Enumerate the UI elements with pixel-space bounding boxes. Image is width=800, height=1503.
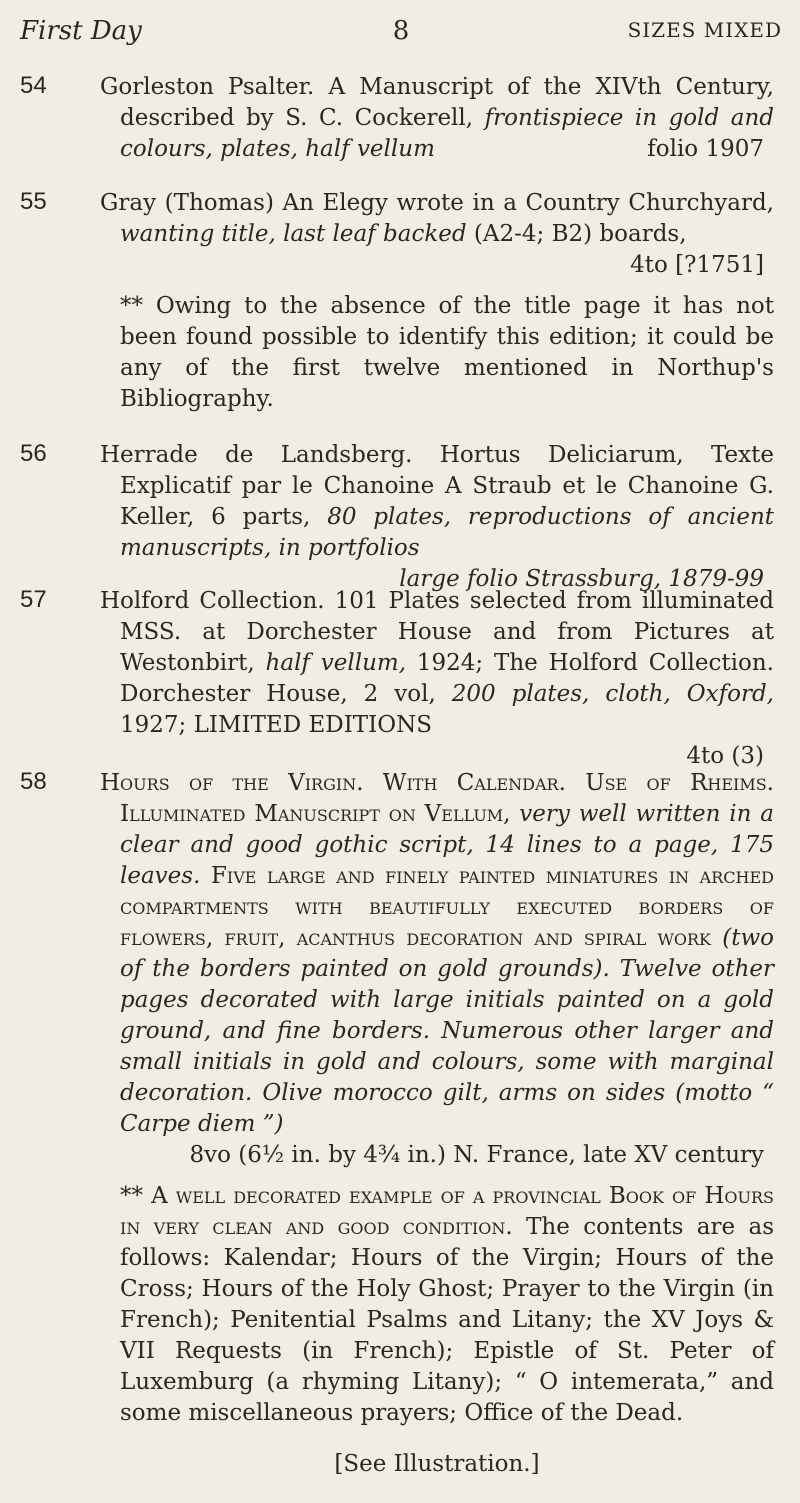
lot-description: Gorleston Psalter. A Manuscript of the XIVth Century, described by S. C. Cockerell, frontispiece in gold and colours, plates, half vellum bbox=[100, 74, 774, 162]
lot-number: 57 bbox=[20, 586, 47, 613]
lot-number: 56 bbox=[20, 440, 47, 467]
section-title: SIZES MIXED bbox=[627, 18, 782, 42]
page-number: 8 bbox=[392, 16, 410, 46]
lot-description: Hours of the Virgin. With Calendar. Use of Rheims. Illuminated Manuscript on Vellum, very well written in a clear and good gothic script, 14 lines to a page, 175 leaves. Five large and finely painted miniatures in arched compartments with beautifully executed borders of flowers, fruit, acanthus decoration and spiral work (two of the borders painted on gold grounds). Twelve other pages decorated with large initials painted on a gold ground, and fine borders. Numerous other larger and small initials in gold and colours, some with marginal decoration. Olive morocco gilt, arms on sides (motto “ Carpe diem ”) bbox=[100, 770, 775, 1137]
lot-number: 58 bbox=[20, 768, 47, 795]
running-title: First Day bbox=[20, 16, 142, 46]
lot-format: folio 1907 bbox=[647, 136, 764, 162]
lot-description: Herrade de Landsberg. Hortus Deliciarum, Texte Explicatif par le Chanoine A Straub et le Chanoine G. Keller, 6 parts, 80 plates, reproductions of ancient manuscripts, in portfolios bbox=[100, 442, 774, 561]
lot-description: Gray (Thomas) An Elegy wrote in a Country Churchyard, wanting title, last leaf backed (A2-4; B2) boards, bbox=[100, 190, 774, 247]
page-header bbox=[20, 16, 782, 56]
lot-number: 55 bbox=[20, 188, 47, 215]
lot-note: ** Owing to the absence of the title page it has not been found possible to identify this edition; it could be any of the first twelve mentioned in Northup's Bibliography. bbox=[120, 293, 774, 412]
illustration-reference: [See Illustration.] bbox=[334, 1451, 540, 1477]
lot-format: 8vo (6½ in. by 4¾ in.) N. France, late XV century bbox=[189, 1142, 764, 1168]
lot-number: 54 bbox=[20, 72, 47, 99]
lot-note: ** A well decorated example of a provincial Book of Hours in very clean and good condition. The contents are as follows: Kalendar; Hours of the Virgin; Hours of the Cross; Hours of the Holy Ghost; Prayer to the Virgin (in French); Penitential Psalms and Litany; the XV Joys & VII Requests (in French); Epistle of St. Peter of Luxemburg (a rhyming Litany); “ O intemerata,” and some miscellaneous prayers; Office of the Dead. bbox=[120, 1183, 774, 1426]
lot-format: large folio Strassburg, 1879-99 bbox=[399, 566, 764, 592]
lot-format: 4to [?1751] bbox=[630, 252, 764, 278]
lot-description: Holford Collection. 101 Plates selected from illuminated MSS. at Dorchester House and from Pictures at Westonbirt, half vellum, 1924; The Holford Collection. Dorchester House, 2 vol, 200 plates, cloth, Oxford, 1927; LIMITED EDITIONS bbox=[100, 588, 774, 738]
lot-format: 4to (3) bbox=[686, 743, 764, 769]
